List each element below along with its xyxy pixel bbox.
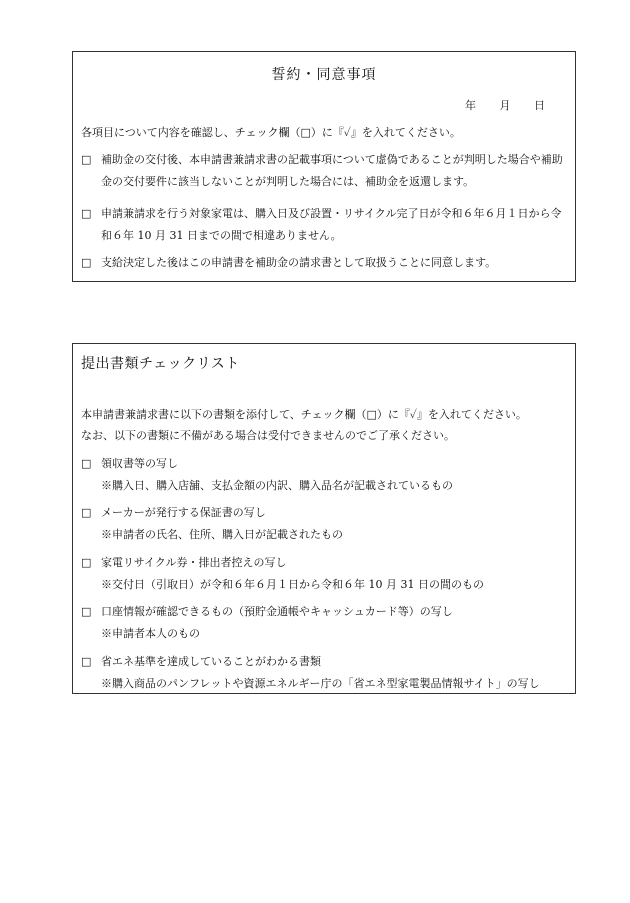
consent-intro: 各項目について内容を確認し、チェック欄（□）に『✓』を入れてください。 (81, 126, 461, 139)
checklist-checkbox[interactable]: □ (81, 556, 92, 569)
checklist-checkbox[interactable]: □ (81, 457, 92, 470)
checklist-item-label: メーカーが発行する保証書の写し (101, 506, 266, 519)
checklist-item-note: ※申請者本人のもの (101, 627, 200, 640)
consent-item-text-cont: 和６年 10 月 31 日までの間で相違ありません。 (101, 229, 342, 242)
checklist-item (81, 453, 567, 497)
checklist-item-label: 領収書等の写し (101, 457, 178, 470)
consent-section (72, 51, 576, 282)
checklist-checkbox[interactable]: □ (81, 655, 92, 668)
checklist-section (72, 343, 576, 694)
checklist-checkbox[interactable]: □ (81, 605, 92, 618)
consent-item-text: 申請兼請求を行う対象家電は、購入日及び設置・リサイクル完了日が令和６年６月１日から令 (101, 207, 562, 220)
checklist-item (81, 601, 567, 645)
month-label: 月 (499, 99, 511, 112)
consent-checkbox[interactable]: □ (81, 256, 92, 269)
checklist-item-label: 口座情報が確認できるもの（預貯金通帳やキャッシュカード等）の写し (101, 605, 453, 618)
date-fields (465, 97, 545, 113)
consent-item (81, 203, 567, 247)
checklist-item-label: 家電リサイクル券・排出者控えの写し (101, 556, 287, 569)
checklist-item-note: ※購入商品のパンフレットや資源エネルギー庁の「省エネ型家電製品情報サイト」の写し (101, 677, 540, 690)
checklist-title: 提出書類チェックリスト (81, 356, 240, 372)
consent-item-text-cont: 金の交付要件に該当しないことが判明した場合には、補助金を返還します。 (101, 175, 475, 188)
checklist-intro-line1: 本申請書兼請求書に以下の書類を添付して、チェック欄（□）に『✓』を入れてください。 (81, 408, 527, 421)
checklist-item (81, 651, 567, 695)
consent-item-text: 支給決定した後はこの申請書を補助金の請求書として取扱うことに同意します。 (101, 256, 497, 269)
checklist-item-note: ※交付日（引取日）が令和６年６月１日から令和６年 10 月 31 日の間のもの (101, 578, 484, 591)
checklist-item-note: ※申請者の氏名、住所、購入日が記載されたもの (101, 528, 343, 541)
year-label: 年 (465, 99, 476, 112)
checklist-item (81, 552, 567, 596)
day-label: 日 (534, 99, 545, 112)
consent-title: 誓約・同意事項 (271, 67, 377, 83)
checklist-intro-line2: なお、以下の書類に不備がある場合は受付できませんのでご了承ください。 (81, 429, 455, 442)
consent-item (81, 252, 567, 274)
consent-checkbox[interactable]: □ (81, 153, 92, 166)
checklist-item-note: ※購入日、購入店舗、支払金額の内訳、購入品名が記載されているもの (101, 479, 453, 492)
consent-item (81, 149, 567, 193)
checklist-checkbox[interactable]: □ (81, 506, 92, 519)
consent-item-text: 補助金の交付後、本申請書兼請求書の記載事項について虚偽であることが判明した場合や補助 (101, 153, 563, 166)
checklist-intro (81, 404, 527, 446)
consent-checkbox[interactable]: □ (81, 207, 92, 220)
checklist-item-label: 省エネ基準を達成していることがわかる書類 (101, 655, 321, 668)
checklist-item (81, 502, 567, 546)
